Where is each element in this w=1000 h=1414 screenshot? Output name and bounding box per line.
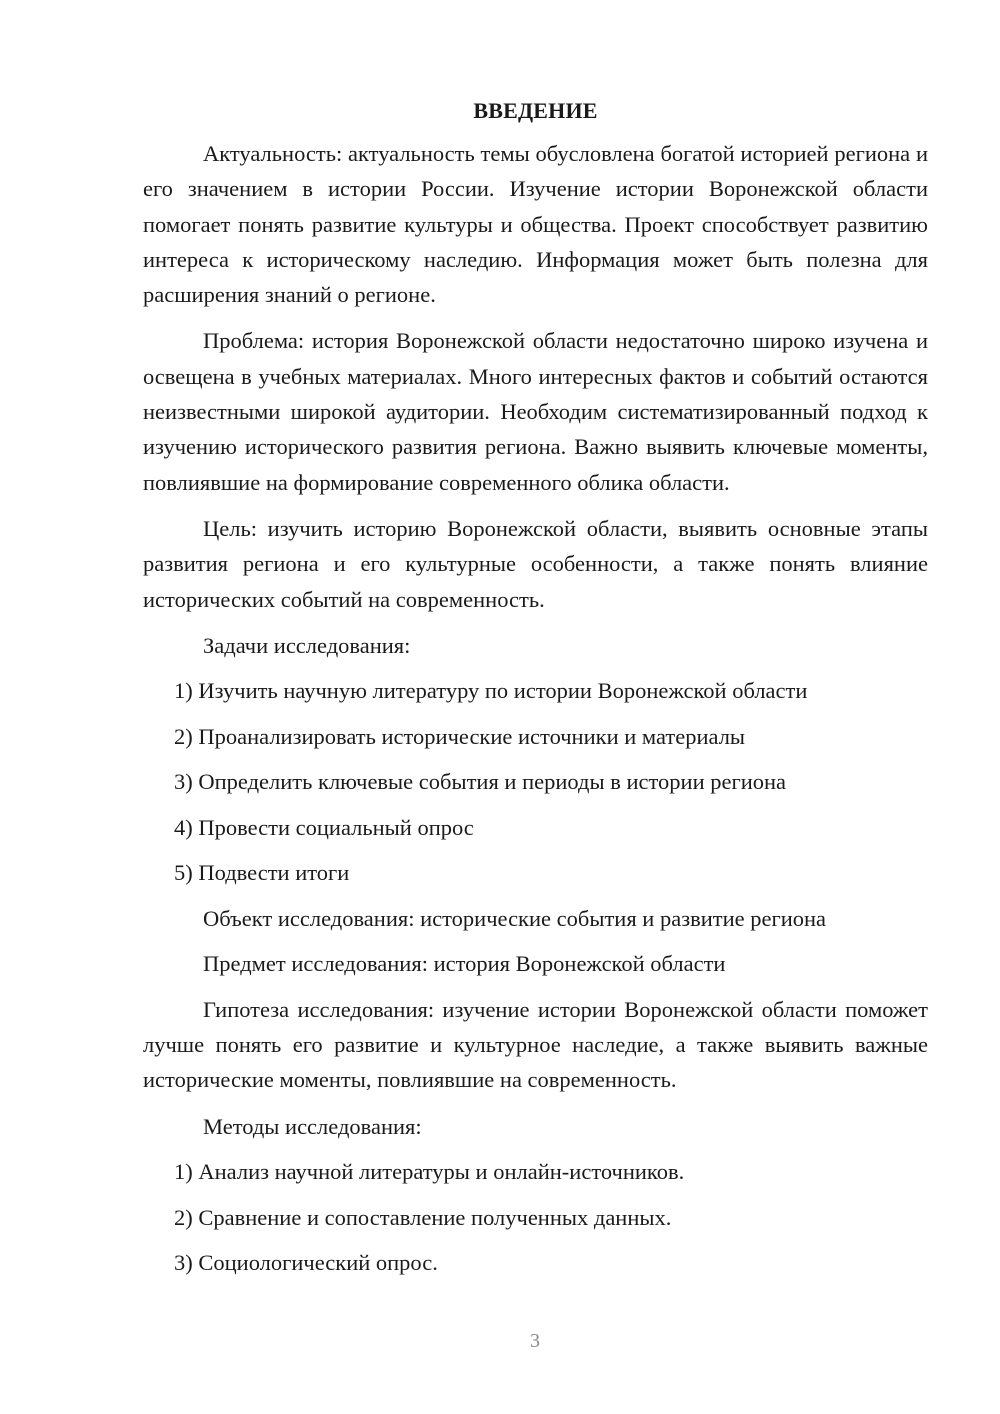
task-item: 2) Проанализировать исторические источники и материалы	[174, 723, 746, 749]
research-object: Объект исследования: исторические события и развитие региона	[203, 905, 827, 931]
page-number: 3	[530, 1330, 540, 1352]
page-title: ВВЕДЕНИЕ	[473, 98, 598, 123]
hypothesis-paragraph: Гипотеза исследования: изучение истории Воронежской области поможет лучше понять его развитие и культурное наследие, а также выявить важные исторические моменты, повлиявшие на современность.	[143, 996, 928, 1093]
methods-heading: Методы исследования:	[203, 1113, 422, 1139]
research-subject: Предмет исследования: история Воронежской области	[203, 951, 726, 977]
tasks-heading: Задачи исследования:	[203, 632, 411, 658]
method-item: 1) Анализ научной литературы и онлайн-источников.	[174, 1159, 685, 1185]
document-page	[143, 94, 928, 1291]
method-item: 3) Социологический опрос.	[174, 1250, 438, 1276]
method-item: 2) Сравнение и сопоставление полученных данных.	[174, 1204, 672, 1230]
relevance-paragraph: Актуальность: актуальность темы обусловлена богатой историей региона и его значением в истории России. Изучение истории Воронежской области помогает понять развитие культуры и общества. Проект способствует развитию интереса к историческому наследию. Информация может быть полезна для расширения знаний о регионе.	[143, 141, 928, 308]
task-item: 4) Провести социальный опрос	[174, 814, 474, 840]
goal-paragraph: Цель: изучить историю Воронежской области, выявить основные этапы развития региона и его культурные особенности, а также понять влияние исторических событий на современность.	[143, 515, 928, 612]
task-item: 5) Подвести итоги	[174, 860, 350, 886]
task-item: 3) Определить ключевые события и периоды в истории региона	[174, 769, 787, 795]
task-item: 1) Изучить научную литературу по истории Воронежской области	[174, 678, 808, 704]
problem-paragraph: Проблема: история Воронежской области недостаточно широко изучена и освещена в учебных материалах. Много интересных фактов и событий остаются неизвестными широкой аудитории. Необходим систематизированный подход к изучению исторического развития региона. Важно выявить ключевые моменты, повлиявшие на формирование современного облика области.	[143, 328, 928, 495]
